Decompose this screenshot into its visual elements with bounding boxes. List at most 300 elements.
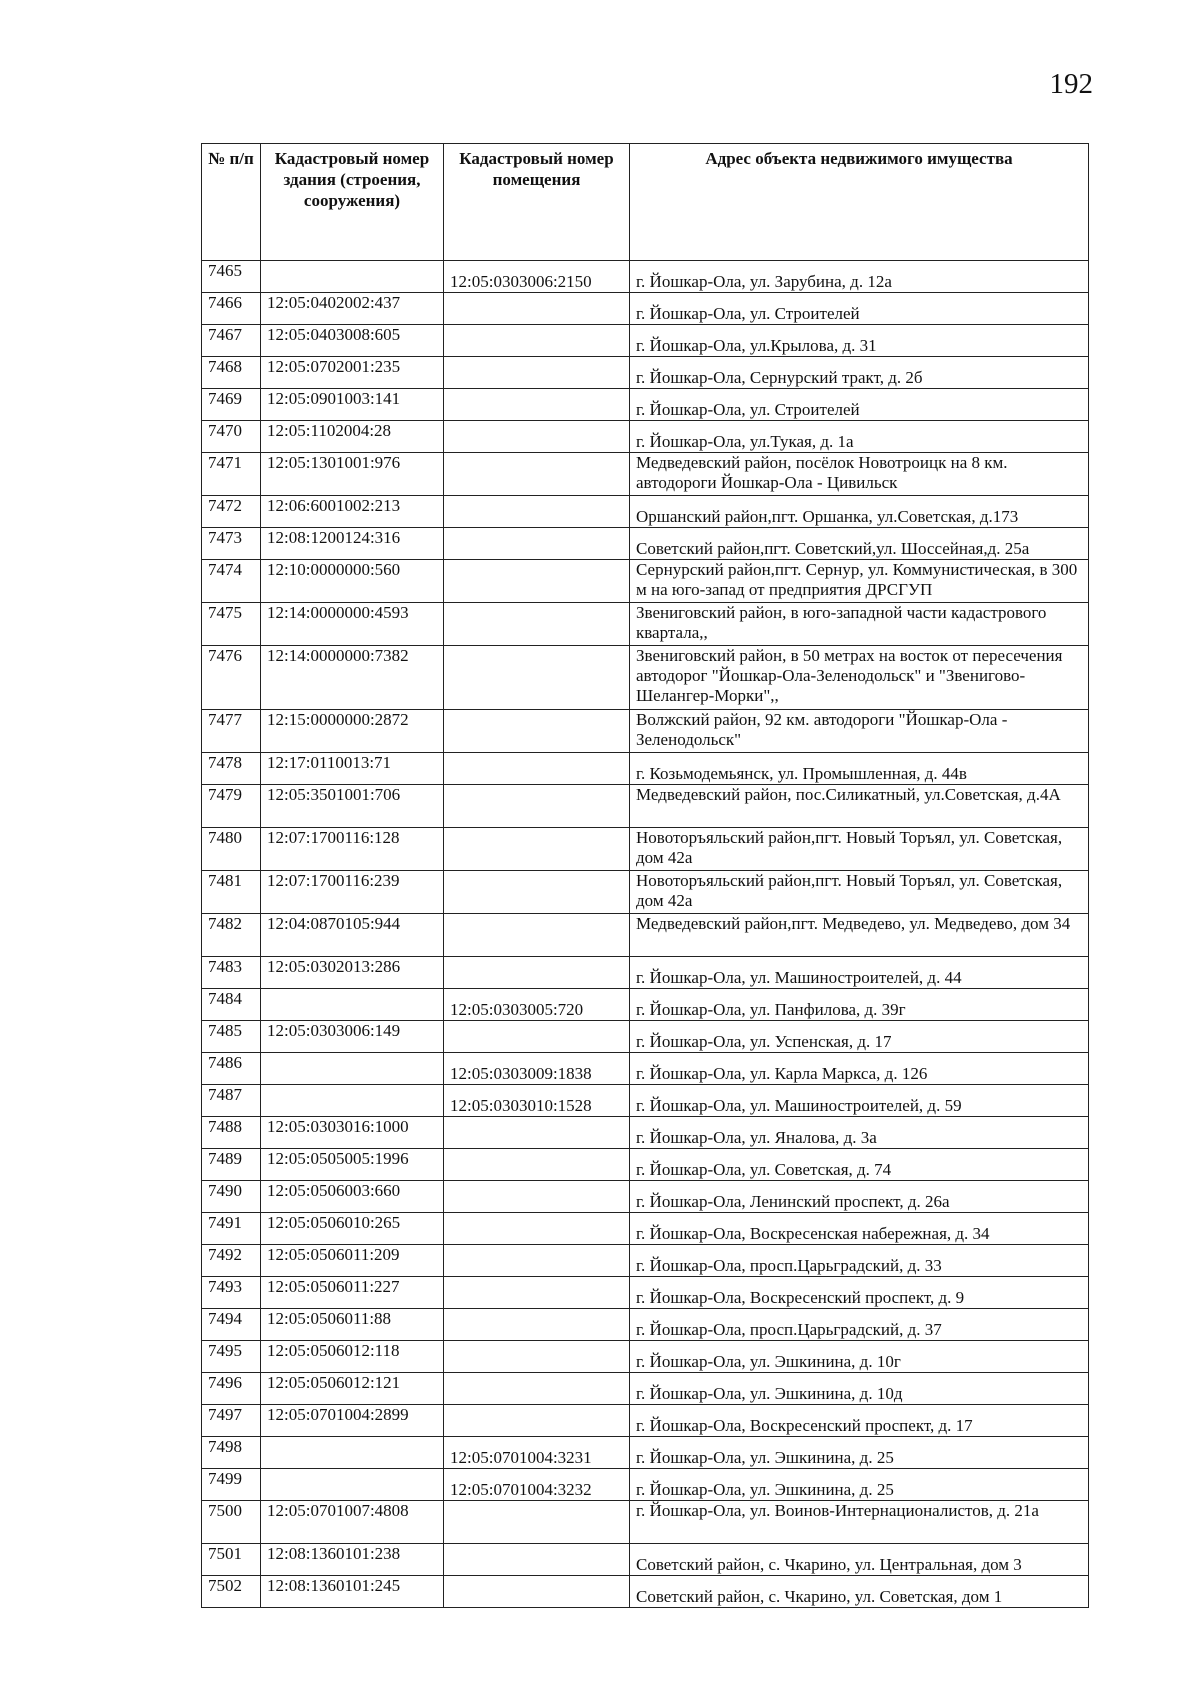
cell-room-cadastral: [444, 389, 630, 421]
cell-address: [630, 1245, 1089, 1277]
cell-room-cadastral: [444, 753, 630, 785]
cell-address: [630, 453, 1089, 496]
cell-number-text: 7492: [208, 1245, 242, 1264]
column-header-address: Адрес объекта недвижимого имущества: [630, 144, 1089, 261]
cell-building-cadastral: [261, 261, 444, 293]
cell-number: [202, 421, 261, 453]
table-row: [202, 1405, 1089, 1437]
cell-building-cadastral: [261, 528, 444, 560]
cell-number: [202, 1405, 261, 1437]
cell-room-cadastral: [444, 1469, 630, 1501]
table-row: [202, 785, 1089, 828]
cell-building-cadastral: [261, 989, 444, 1021]
cell-building-cadastral: [261, 1373, 444, 1405]
cell-address: [630, 871, 1089, 914]
cell-building-cadastral: [261, 1469, 444, 1501]
cell-room-cadastral: [444, 957, 630, 989]
cell-address: [630, 914, 1089, 957]
cell-number-text: 7478: [208, 753, 242, 772]
table-row: [202, 293, 1089, 325]
column-header-building-cadastral: Кадастровый номер здания (строения, сооружения): [261, 144, 444, 261]
cell-room-cadastral: [444, 1576, 630, 1608]
cell-address: [630, 1277, 1089, 1309]
cell-address: [630, 646, 1089, 710]
table-row: [202, 496, 1089, 528]
cell-room-cadastral: [444, 1181, 630, 1213]
cell-number: [202, 389, 261, 421]
cell-room-cadastral: [444, 1341, 630, 1373]
cell-address-text: г. Йошкар-Ола, ул.Крылова, д. 31: [636, 336, 877, 355]
table-row: [202, 603, 1089, 646]
cell-number-text: 7473: [208, 528, 242, 547]
cell-number-text: 7488: [208, 1117, 242, 1136]
cell-number-text: 7472: [208, 496, 242, 515]
cell-number-text: 7501: [208, 1544, 242, 1563]
cell-building-cadastral: [261, 325, 444, 357]
cell-address: [630, 528, 1089, 560]
table-row: [202, 1576, 1089, 1608]
cell-room-cadastral: [444, 1544, 630, 1576]
cell-number-text: 7495: [208, 1341, 242, 1360]
cell-number: [202, 710, 261, 753]
cell-building-cadastral-text: 12:05:0506010:265: [267, 1213, 401, 1232]
table-row: [202, 1309, 1089, 1341]
cell-room-cadastral: [444, 1309, 630, 1341]
cell-building-cadastral: [261, 1149, 444, 1181]
cell-number: [202, 528, 261, 560]
table-row: [202, 261, 1089, 293]
cell-number-text: 7484: [208, 989, 242, 1008]
table-row: [202, 753, 1089, 785]
cell-number: [202, 957, 261, 989]
cell-number-text: 7493: [208, 1277, 242, 1296]
cell-address: [630, 1501, 1089, 1544]
cell-number: [202, 914, 261, 957]
cell-address: [630, 1437, 1089, 1469]
cell-room-cadastral: [444, 1053, 630, 1085]
cell-address-text: Медведевский район, посёлок Новотроицк на 8 км. автодороги Йошкар-Ола - Цивильск: [636, 453, 1008, 492]
cell-building-cadastral-text: 12:05:1102004:28: [267, 421, 392, 440]
cell-room-cadastral: [444, 989, 630, 1021]
cell-building-cadastral-text: 12:08:1200124:316: [267, 528, 401, 547]
cell-room-cadastral: [444, 325, 630, 357]
cell-address-text: г. Йошкар-Ола, ул. Строителей: [636, 400, 860, 419]
cell-address: [630, 1117, 1089, 1149]
cell-building-cadastral-text: 12:05:0302013:286: [267, 957, 401, 976]
cell-building-cadastral: [261, 1437, 444, 1469]
cell-room-cadastral: [444, 1277, 630, 1309]
cell-address: [630, 710, 1089, 753]
table-row: [202, 1469, 1089, 1501]
cell-address: [630, 325, 1089, 357]
cell-room-cadastral: [444, 785, 630, 828]
cell-room-cadastral: [444, 261, 630, 293]
cell-number: [202, 1085, 261, 1117]
table-row: [202, 357, 1089, 389]
table-row: [202, 646, 1089, 710]
cell-address: [630, 496, 1089, 528]
cell-address-text: г. Йошкар-Ола, ул. Эшкинина, д. 25: [636, 1480, 894, 1499]
cell-number-text: 7498: [208, 1437, 242, 1456]
cell-building-cadastral: [261, 389, 444, 421]
cell-room-cadastral: [444, 1117, 630, 1149]
table-row: [202, 1501, 1089, 1544]
cell-room-cadastral: [444, 1021, 630, 1053]
cell-room-cadastral: [444, 421, 630, 453]
cell-number: [202, 1341, 261, 1373]
cell-building-cadastral: [261, 560, 444, 603]
cell-address-text: Новоторъяльский район,пгт. Новый Торъял, ул. Советская, дом 42а: [636, 828, 1063, 867]
cell-building-cadastral-text: 12:05:0506012:121: [267, 1373, 401, 1392]
cell-address: [630, 357, 1089, 389]
cell-room-cadastral: [444, 828, 630, 871]
cell-address-text: г. Йошкар-Ола, Воскресенский проспект, д. 9: [636, 1288, 965, 1307]
table-row: [202, 1053, 1089, 1085]
cell-building-cadastral: [261, 1405, 444, 1437]
cell-building-cadastral-text: 12:06:6001002:213: [267, 496, 401, 515]
cell-address-text: г. Йошкар-Ола, ул. Машиностроителей, д. 44: [636, 968, 962, 987]
cell-number-text: 7474: [208, 560, 242, 579]
cell-number: [202, 1373, 261, 1405]
cell-building-cadastral: [261, 421, 444, 453]
cell-room-cadastral: [444, 603, 630, 646]
cell-room-cadastral: [444, 1085, 630, 1117]
cell-number: [202, 1501, 261, 1544]
cell-address-text: г. Йошкар-Ола, ул.Тукая, д. 1а: [636, 432, 854, 451]
cell-number: [202, 261, 261, 293]
cell-address: [630, 1085, 1089, 1117]
cell-address-text: г. Йошкар-Ола, ул. Эшкинина, д. 10д: [636, 1384, 903, 1403]
table-row: [202, 1181, 1089, 1213]
cell-building-cadastral: [261, 871, 444, 914]
cell-number-text: 7471: [208, 453, 242, 472]
cell-address: [630, 261, 1089, 293]
cell-number-text: 7480: [208, 828, 242, 847]
cell-number-text: 7490: [208, 1181, 242, 1200]
cell-number: [202, 785, 261, 828]
cell-address: [630, 1053, 1089, 1085]
cell-building-cadastral: [261, 1117, 444, 1149]
cell-room-cadastral: [444, 1405, 630, 1437]
cell-building-cadastral-text: 12:05:0403008:605: [267, 325, 401, 344]
cell-building-cadastral: [261, 293, 444, 325]
cell-address-text: Советский район,пгт. Советский,ул. Шоссейная,д. 25а: [636, 539, 1030, 558]
cell-address-text: Медведевский район,пгт. Медведево, ул. Медведево, дом 34: [636, 914, 1071, 933]
cell-room-cadastral: [444, 528, 630, 560]
cell-address-text: Сернурский район,пгт. Сернур, ул. Коммунистическая, в 300 м на юго-запад от предприятия ДРСГУП: [636, 560, 1078, 599]
cell-building-cadastral-text: 12:05:0402002:437: [267, 293, 401, 312]
table-row: [202, 914, 1089, 957]
cell-address: [630, 1405, 1089, 1437]
cell-building-cadastral: [261, 1501, 444, 1544]
cell-number-text: 7497: [208, 1405, 242, 1424]
cell-building-cadastral-text: 12:15:0000000:2872: [267, 710, 409, 729]
cell-building-cadastral: [261, 1053, 444, 1085]
cell-building-cadastral-text: 12:05:3501001:706: [267, 785, 401, 804]
cell-address-text: Звениговский район, в 50 метрах на восток от пересечения автодорог "Йошкар-Ола-Зеленодольск" и "Звенигово-Шелангер-Морки",,: [636, 646, 1063, 705]
cell-number: [202, 989, 261, 1021]
table-row: [202, 871, 1089, 914]
table-row: [202, 1149, 1089, 1181]
cell-address: [630, 421, 1089, 453]
cell-room-cadastral: [444, 293, 630, 325]
cell-address: [630, 957, 1089, 989]
cell-number-text: 7477: [208, 710, 242, 729]
cell-building-cadastral: [261, 753, 444, 785]
cell-number: [202, 293, 261, 325]
cell-address: [630, 1576, 1089, 1608]
cell-address-text: г. Йошкар-Ола, ул. Яналова, д. 3а: [636, 1128, 877, 1147]
cell-building-cadastral: [261, 914, 444, 957]
cell-address-text: Советский район, с. Чкарино, ул. Центральная, дом 3: [636, 1555, 1022, 1574]
cell-building-cadastral: [261, 496, 444, 528]
cell-address: [630, 1021, 1089, 1053]
cell-address-text: Волжский район, 92 км. автодороги "Йошкар-Ола - Зеленодольск": [636, 710, 1008, 749]
cell-address: [630, 560, 1089, 603]
cell-number: [202, 1437, 261, 1469]
cell-building-cadastral: [261, 1309, 444, 1341]
table-row: [202, 1277, 1089, 1309]
cell-building-cadastral: [261, 453, 444, 496]
table-row: [202, 528, 1089, 560]
table-row: [202, 421, 1089, 453]
cell-building-cadastral-text: 12:14:0000000:4593: [267, 603, 409, 622]
cell-building-cadastral: [261, 1277, 444, 1309]
cell-address-text: г. Йошкар-Ола, ул. Карла Маркса, д. 126: [636, 1064, 928, 1083]
cell-room-cadastral-text: 12:05:0701004:3231: [450, 1448, 592, 1467]
cell-building-cadastral-text: 12:05:0506003:660: [267, 1181, 401, 1200]
cell-number-text: 7494: [208, 1309, 242, 1328]
cell-number-text: 7500: [208, 1501, 242, 1520]
cell-address: [630, 828, 1089, 871]
cell-address-text: г. Йошкар-Ола, ул. Панфилова, д. 39г: [636, 1000, 906, 1019]
cell-number-text: 7475: [208, 603, 242, 622]
cell-address-text: г. Йошкар-Ола, ул. Советская, д. 74: [636, 1160, 892, 1179]
cell-building-cadastral: [261, 1245, 444, 1277]
cell-building-cadastral-text: 12:05:0506012:118: [267, 1341, 400, 1360]
cell-number-text: 7469: [208, 389, 242, 408]
cell-building-cadastral: [261, 1181, 444, 1213]
cell-number: [202, 1469, 261, 1501]
table-row: [202, 1085, 1089, 1117]
cell-number: [202, 1544, 261, 1576]
cell-number-text: 7470: [208, 421, 242, 440]
cell-address-text: Звениговский район, в юго-западной части кадастрового квартала,,: [636, 603, 1047, 642]
cell-number: [202, 603, 261, 646]
cell-address: [630, 785, 1089, 828]
cell-building-cadastral: [261, 1085, 444, 1117]
cell-room-cadastral: [444, 453, 630, 496]
cell-address-text: г. Йошкар-Ола, просп.Царьградский, д. 37: [636, 1320, 942, 1339]
cell-number: [202, 871, 261, 914]
cell-building-cadastral: [261, 710, 444, 753]
cell-building-cadastral: [261, 957, 444, 989]
cell-address: [630, 389, 1089, 421]
cell-address-text: Оршанский район,пгт. Оршанка, ул.Советская, д.173: [636, 507, 1019, 526]
cell-number-text: 7482: [208, 914, 242, 933]
table-row: [202, 1373, 1089, 1405]
cell-number-text: 7466: [208, 293, 242, 312]
cell-room-cadastral: [444, 710, 630, 753]
cell-number: [202, 753, 261, 785]
cell-number-text: 7468: [208, 357, 242, 376]
cell-room-cadastral: [444, 1501, 630, 1544]
table-row: [202, 1437, 1089, 1469]
property-registry-table: [201, 143, 1089, 1608]
cell-building-cadastral-text: 12:05:0303006:149: [267, 1021, 401, 1040]
cell-building-cadastral-text: 12:05:0506011:227: [267, 1277, 400, 1296]
table-row: [202, 1213, 1089, 1245]
cell-building-cadastral-text: 12:05:0702001:235: [267, 357, 401, 376]
cell-number-text: 7499: [208, 1469, 242, 1488]
cell-number-text: 7465: [208, 261, 242, 280]
table-row: [202, 1021, 1089, 1053]
cell-number: [202, 1181, 261, 1213]
cell-address-text: Медведевский район, пос.Силикатный, ул.Советская, д.4А: [636, 785, 1061, 804]
cell-building-cadastral-text: 12:05:0506011:209: [267, 1245, 400, 1264]
cell-address-text: г. Йошкар-Ола, Ленинский проспект, д. 26а: [636, 1192, 950, 1211]
cell-address-text: г. Йошкар-Ола, ул. Строителей: [636, 304, 860, 323]
cell-number: [202, 1309, 261, 1341]
table-row: [202, 957, 1089, 989]
cell-address-text: г. Йошкар-Ола, Сернурский тракт, д. 2б: [636, 368, 923, 387]
cell-building-cadastral: [261, 1576, 444, 1608]
cell-building-cadastral-text: 12:17:0110013:71: [267, 753, 392, 772]
cell-building-cadastral-text: 12:05:0701007:4808: [267, 1501, 409, 1520]
cell-building-cadastral-text: 12:05:1301001:976: [267, 453, 401, 472]
cell-building-cadastral-text: 12:10:0000000:560: [267, 560, 401, 579]
cell-address-text: г. Йошкар-Ола, ул. Воинов-Интернационалистов, д. 21а: [636, 1501, 1039, 1520]
cell-number-text: 7476: [208, 646, 242, 665]
cell-building-cadastral-text: 12:05:0505005:1996: [267, 1149, 409, 1168]
cell-address: [630, 1213, 1089, 1245]
cell-number-text: 7486: [208, 1053, 242, 1072]
table-row: [202, 1245, 1089, 1277]
cell-address: [630, 603, 1089, 646]
table-row: [202, 828, 1089, 871]
cell-room-cadastral: [444, 496, 630, 528]
cell-room-cadastral-text: 12:05:0303010:1528: [450, 1096, 592, 1115]
cell-number: [202, 560, 261, 603]
cell-building-cadastral-text: 12:07:1700116:128: [267, 828, 400, 847]
cell-building-cadastral-text: 12:05:0303016:1000: [267, 1117, 409, 1136]
cell-address-text: г. Козьмодемьянск, ул. Промышленная, д. 44в: [636, 764, 967, 783]
cell-room-cadastral: [444, 1437, 630, 1469]
table-body: [202, 261, 1089, 1608]
cell-address-text: Новоторъяльский район,пгт. Новый Торъял, ул. Советская, дом 42а: [636, 871, 1063, 910]
cell-room-cadastral-text: 12:05:0701004:3232: [450, 1480, 592, 1499]
cell-number: [202, 1213, 261, 1245]
cell-building-cadastral-text: 12:05:0901003:141: [267, 389, 401, 408]
cell-number-text: 7485: [208, 1021, 242, 1040]
cell-address: [630, 1181, 1089, 1213]
table-row: [202, 389, 1089, 421]
cell-number: [202, 1021, 261, 1053]
table-row: [202, 325, 1089, 357]
cell-address: [630, 1469, 1089, 1501]
cell-room-cadastral-text: 12:05:0303005:720: [450, 1000, 584, 1019]
cell-building-cadastral-text: 12:08:1360101:245: [267, 1576, 401, 1595]
cell-room-cadastral: [444, 1245, 630, 1277]
cell-address: [630, 1149, 1089, 1181]
cell-building-cadastral: [261, 646, 444, 710]
table-row: [202, 1117, 1089, 1149]
cell-room-cadastral: [444, 1213, 630, 1245]
cell-room-cadastral: [444, 560, 630, 603]
cell-room-cadastral: [444, 871, 630, 914]
cell-address-text: г. Йошкар-Ола, ул. Машиностроителей, д. 59: [636, 1096, 962, 1115]
cell-number: [202, 357, 261, 389]
cell-address-text: г. Йошкар-Ола, ул. Зарубина, д. 12а: [636, 272, 892, 291]
table-row: [202, 560, 1089, 603]
cell-room-cadastral: [444, 1373, 630, 1405]
cell-room-cadastral: [444, 357, 630, 389]
cell-building-cadastral: [261, 1341, 444, 1373]
cell-building-cadastral: [261, 603, 444, 646]
cell-number: [202, 496, 261, 528]
cell-building-cadastral: [261, 1213, 444, 1245]
cell-address-text: г. Йошкар-Ола, ул. Эшкинина, д. 25: [636, 1448, 894, 1467]
cell-number: [202, 646, 261, 710]
cell-building-cadastral-text: 12:08:1360101:238: [267, 1544, 401, 1563]
cell-address: [630, 1309, 1089, 1341]
cell-address-text: г. Йошкар-Ола, ул. Эшкинина, д. 10г: [636, 1352, 901, 1371]
cell-number: [202, 1117, 261, 1149]
column-header-number: № п/п: [202, 144, 261, 261]
table-header-row: [202, 144, 1089, 261]
cell-building-cadastral-text: 12:04:0870105:944: [267, 914, 401, 933]
table-row: [202, 710, 1089, 753]
cell-building-cadastral-text: 12:05:0701004:2899: [267, 1405, 409, 1424]
cell-room-cadastral-text: 12:05:0303009:1838: [450, 1064, 592, 1083]
cell-number-text: 7483: [208, 957, 242, 976]
cell-room-cadastral: [444, 914, 630, 957]
table-row: [202, 1544, 1089, 1576]
cell-number: [202, 453, 261, 496]
cell-building-cadastral: [261, 785, 444, 828]
cell-number-text: 7491: [208, 1213, 242, 1232]
cell-building-cadastral: [261, 357, 444, 389]
cell-building-cadastral-text: 12:14:0000000:7382: [267, 646, 409, 665]
cell-building-cadastral: [261, 828, 444, 871]
cell-room-cadastral-text: 12:05:0303006:2150: [450, 272, 592, 291]
page-number: 192: [1049, 68, 1093, 100]
cell-address-text: г. Йошкар-Ола, Воскресенский проспект, д. 17: [636, 1416, 973, 1435]
table-row: [202, 1341, 1089, 1373]
cell-address-text: г. Йошкар-Ола, ул. Успенская, д. 17: [636, 1032, 892, 1051]
cell-address: [630, 989, 1089, 1021]
cell-room-cadastral: [444, 1149, 630, 1181]
cell-number: [202, 1277, 261, 1309]
cell-address: [630, 293, 1089, 325]
cell-number: [202, 1245, 261, 1277]
cell-room-cadastral: [444, 646, 630, 710]
cell-number-text: 7487: [208, 1085, 242, 1104]
cell-number: [202, 1576, 261, 1608]
cell-building-cadastral-text: 12:05:0506011:88: [267, 1309, 392, 1328]
cell-number-text: 7502: [208, 1576, 242, 1595]
cell-number-text: 7467: [208, 325, 242, 344]
cell-address: [630, 753, 1089, 785]
cell-address-text: Советский район, с. Чкарино, ул. Советская, дом 1: [636, 1587, 1003, 1606]
cell-building-cadastral-text: 12:07:1700116:239: [267, 871, 400, 890]
cell-address-text: г. Йошкар-Ола, просп.Царьградский, д. 33: [636, 1256, 942, 1275]
cell-address: [630, 1341, 1089, 1373]
cell-number: [202, 828, 261, 871]
cell-address: [630, 1373, 1089, 1405]
cell-building-cadastral: [261, 1544, 444, 1576]
cell-address: [630, 1544, 1089, 1576]
